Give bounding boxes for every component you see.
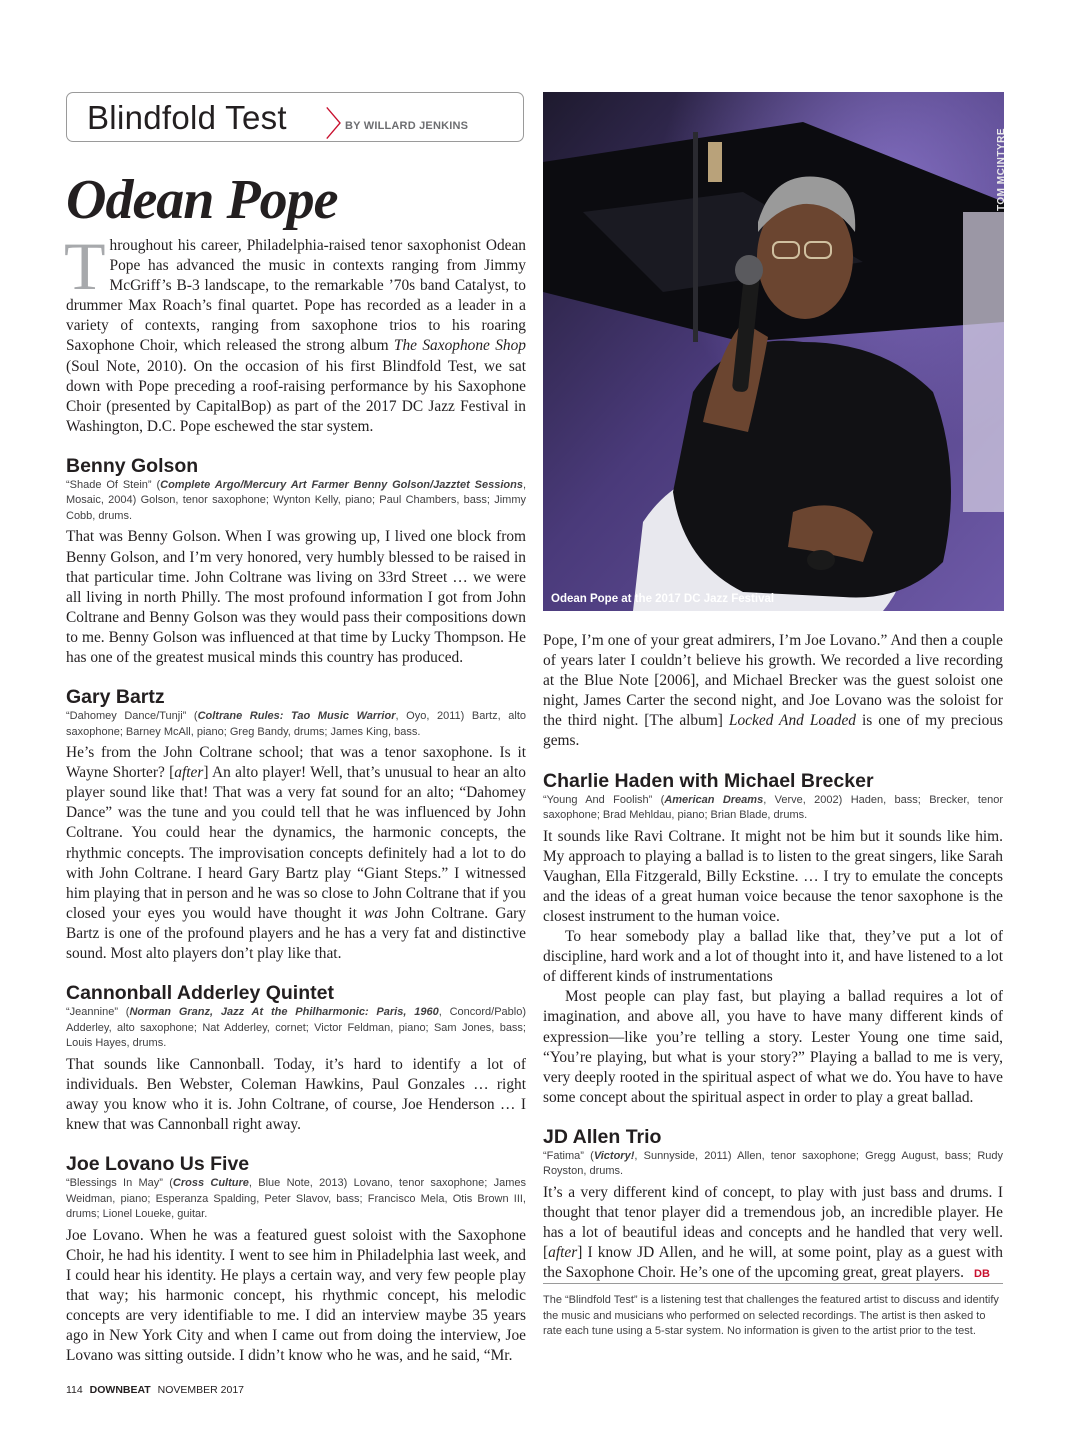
- photo-caption: Odean Pope at the 2017 DC Jazz Festival: [551, 593, 775, 605]
- left-sections: [66, 455, 526, 1366]
- track-credits: “Blessings In May” (Cross Culture, Blue Note, 2013) Lovano, tenor saxophone; James Weidman, piano; Esperanza Spalding, Peter Slavov, bass; Francisco Mela, Otis Brown III, drums; Lionel Loueke, guitar.: [66, 1177, 526, 1220]
- artist-heading: Charlie Haden with Michael Brecker: [543, 769, 874, 792]
- intro-text: hroughout his career, Philadelphia-raised tenor saxophonist Odean Pope has advanced the music in contexts ranging from Jimmy McGriff’s B-3 landscape, to the remarkable ’70s band Catalyst, to drummer Max Roach’s final quartet. Pope has recorded as a leader in a variety of contexts, ranging from saxophone trios to his roaring Saxophone Choir, which released the strong album The Saxophone Shop (Soul Note, 2010). On the occasion of his first Blindfold Test, we sat down with Pope preceding a roof-raising performance by his Saxophone Choir (presented by CapitalBop) as part of the 2017 DC Jazz Festival in Washington, D.C. Pope eschewed the star system.: [66, 237, 527, 435]
- intro-paragraph: [64, 228, 527, 437]
- photo-illustration: [543, 92, 1004, 611]
- right-column: [543, 631, 1003, 1284]
- byline: BY WILLARD JENKINS: [345, 120, 469, 132]
- artist-photo: [543, 92, 1007, 611]
- drop-cap: T: [64, 228, 106, 304]
- track-credits: “Shade Of Stein” (Complete Argo/Mercury Art Farmer Benny Golson/Jazztet Sessions, Mosaic, 2004) Golson, tenor saxophone; Wynton Kelly, piano; Paul Chambers, bass; Jimmy Cobb, drums.: [66, 478, 526, 522]
- artist-heading: Benny Golson: [66, 454, 199, 477]
- section-header: [66, 92, 524, 142]
- artist-response: That was Benny Golson. When I was growing up, I lived one block from Benny Golson, and I’m very honored, very humbly blessed to be raised in that particular time. John Coltrane was living on 33rd Street … we were all living in north Philly. The most profound information I got from John Coltrane and Benny Golson was they would pass their compositions down to me. Benny Golson was influenced at that time by Lucky Thompson. He has one of the greatest musical minds this country has produced.: [66, 528, 526, 666]
- footnote-divider: [543, 1283, 1003, 1284]
- page-number: 114: [66, 1384, 83, 1396]
- page-folio: [66, 1384, 244, 1396]
- artist-response: Joe Lovano. When he was a featured guest soloist with the Saxophone Choir, he had his identity. I went to see him in Philadelphia last week, and I could hear his identity. He plays a certain way, and very few people play that way; his harmonic concept, his rhythmic concept, his melodic concepts are very identifiable to me. I did an interview maybe 35 years ago in New York City and when I came out from doing the interview, Joe Lovano was sitting outside. I didn’t know who he was, and he said, “Mr.: [66, 1226, 526, 1365]
- headline: Odean Pope: [66, 169, 338, 231]
- left-column: [64, 228, 527, 1366]
- magazine-name: DOWNBEAT: [89, 1384, 151, 1396]
- track-credits: “Fatima” (Victory!, Sunnyside, 2011) Allen, tenor saxophone; Gregg August, bass; Rudy Royston, drums.: [543, 1149, 1004, 1178]
- photo-credit: TOM MCINTYRE: [996, 128, 1007, 212]
- artist-response: Most people can play fast, but playing a ballad requires a lot of imagination, and above all, you have to have many different kinds of expression—like you’re telling a story. Lester Young one time said, “You’re playing, but what is your story?” Playing a ballad to me is very, very deeply rooted in the spiritual aspect of what we do. You have to have some concept about the spiritual aspect in order to play a great ballad.: [543, 988, 1003, 1106]
- artist-heading: JD Allen Trio: [543, 1125, 662, 1148]
- footnote: The “Blindfold Test” is a listening test that challenges the featured artist to discuss and identify the music and musicians who performed on selected recordings. The artist is then asked to rate each tune using a 5-star system. No information is given to the artist prior to the test.: [543, 1294, 999, 1337]
- right-sections: [543, 770, 1003, 1285]
- artist-response: It’s a very different kind of concept, to play with just bass and drums. I thought that tenor player did a tremendous job, an incredible player. He has a lot of beautiful ideas and concepts and he handled that very well. [after] I know JD Allen, and he will, at some point, play as a guest with the Saxophone Choir. He’s one of the upcoming great, great players. DB: [543, 1183, 1003, 1282]
- artist-response: He’s from the John Coltrane school; that was a tenor saxophone. Is it Wayne Shorter? [after] An alto player! Well, that’s unusual to hear an alto player sound like that! That was a very fat sound for an alto; “Dahomey Dance” was the tune and you could tell that he was influenced by John Coltrane. You could hear the dynamics, the harmonic concepts, the rhythmic concepts. The improvisation concepts definitely had a lot to do with John Coltrane. I heard Gary Bartz play “Giant Steps.” I witnessed him playing that in person and he was so close to John Coltrane that if you closed your eyes you would have thought it was John Coltrane. Gary Bartz is one of the profound players and he has a very fat and distinctive sound. Most alto players don’t play like that.: [66, 744, 527, 963]
- continuation-paragraph: Pope, I’m one of your great admirers, I’m Joe Lovano.” And then a couple of years later I couldn’t believe his growth. We recorded a live recording at the Blue Note [2006], and Michael Brecker was the guest soloist one night, James Carter the second night, and Joe Lovano was the soloist for the third night. [The album] Locked And Loaded is one of my precious gems.: [543, 632, 1004, 750]
- artist-heading: Gary Bartz: [66, 686, 165, 709]
- artist-heading: Joe Lovano Us Five: [66, 1153, 250, 1175]
- track-credits: “Jeannine” (Norman Granz, Jazz At the Philharmonic: Paris, 1960, Concord/Pablo) Adderley, alto saxophone; Nat Adderley, cornet; Victor Feldman, piano; Sam Jones, bass; Louis Hayes, drums.: [66, 1006, 527, 1050]
- artist-response: It sounds like Ravi Coltrane. It might not be him but it sounds like him. My approach to playing a ballad is to listen to the great singers, like Sarah Vaughan, Ella Fitzgerald, Billy Eckstine. … I try to emulate the concepts and the ideas of a great human voice because the tenor saxophone is the closest instrument to the human voice.: [543, 827, 1003, 925]
- artist-response: To hear somebody play a ballad like that, they’ve put a lot of discipline, hard work and a lot of thought into it, and have listened to a lot of different kinds of instrumentations: [543, 928, 1003, 986]
- artist-heading: Cannonball Adderley Quintet: [66, 982, 334, 1005]
- chevron-right-icon: 〉: [325, 106, 359, 144]
- artist-response: That sounds like Cannonball. Today, it’s hard to identify a lot of individuals. Ben Webster, Coleman Hawkins, Paul Gonzales … right away you know who it is. John Coltrane, of course, Joe Henderson … I knew that was Cannonball right away.: [66, 1055, 526, 1133]
- track-credits: “Dahomey Dance/Tunji” (Coltrane Rules: Tao Music Warrior, Oyo, 2011) Bartz, alto saxophone; Barney McAll, piano; Greg Bandy, drums; James King, bass.: [66, 710, 527, 738]
- section-title: Blindfold Test: [87, 99, 287, 136]
- issue-date: NOVEMBER 2017: [157, 1384, 245, 1396]
- end-mark: DB: [974, 1268, 990, 1281]
- track-credits: “Young And Foolish” (American Dreams, Verve, 2002) Haden, bass; Brecker, tenor saxophone; Brad Mehldau, piano; Brian Blade, drums.: [543, 793, 1003, 822]
